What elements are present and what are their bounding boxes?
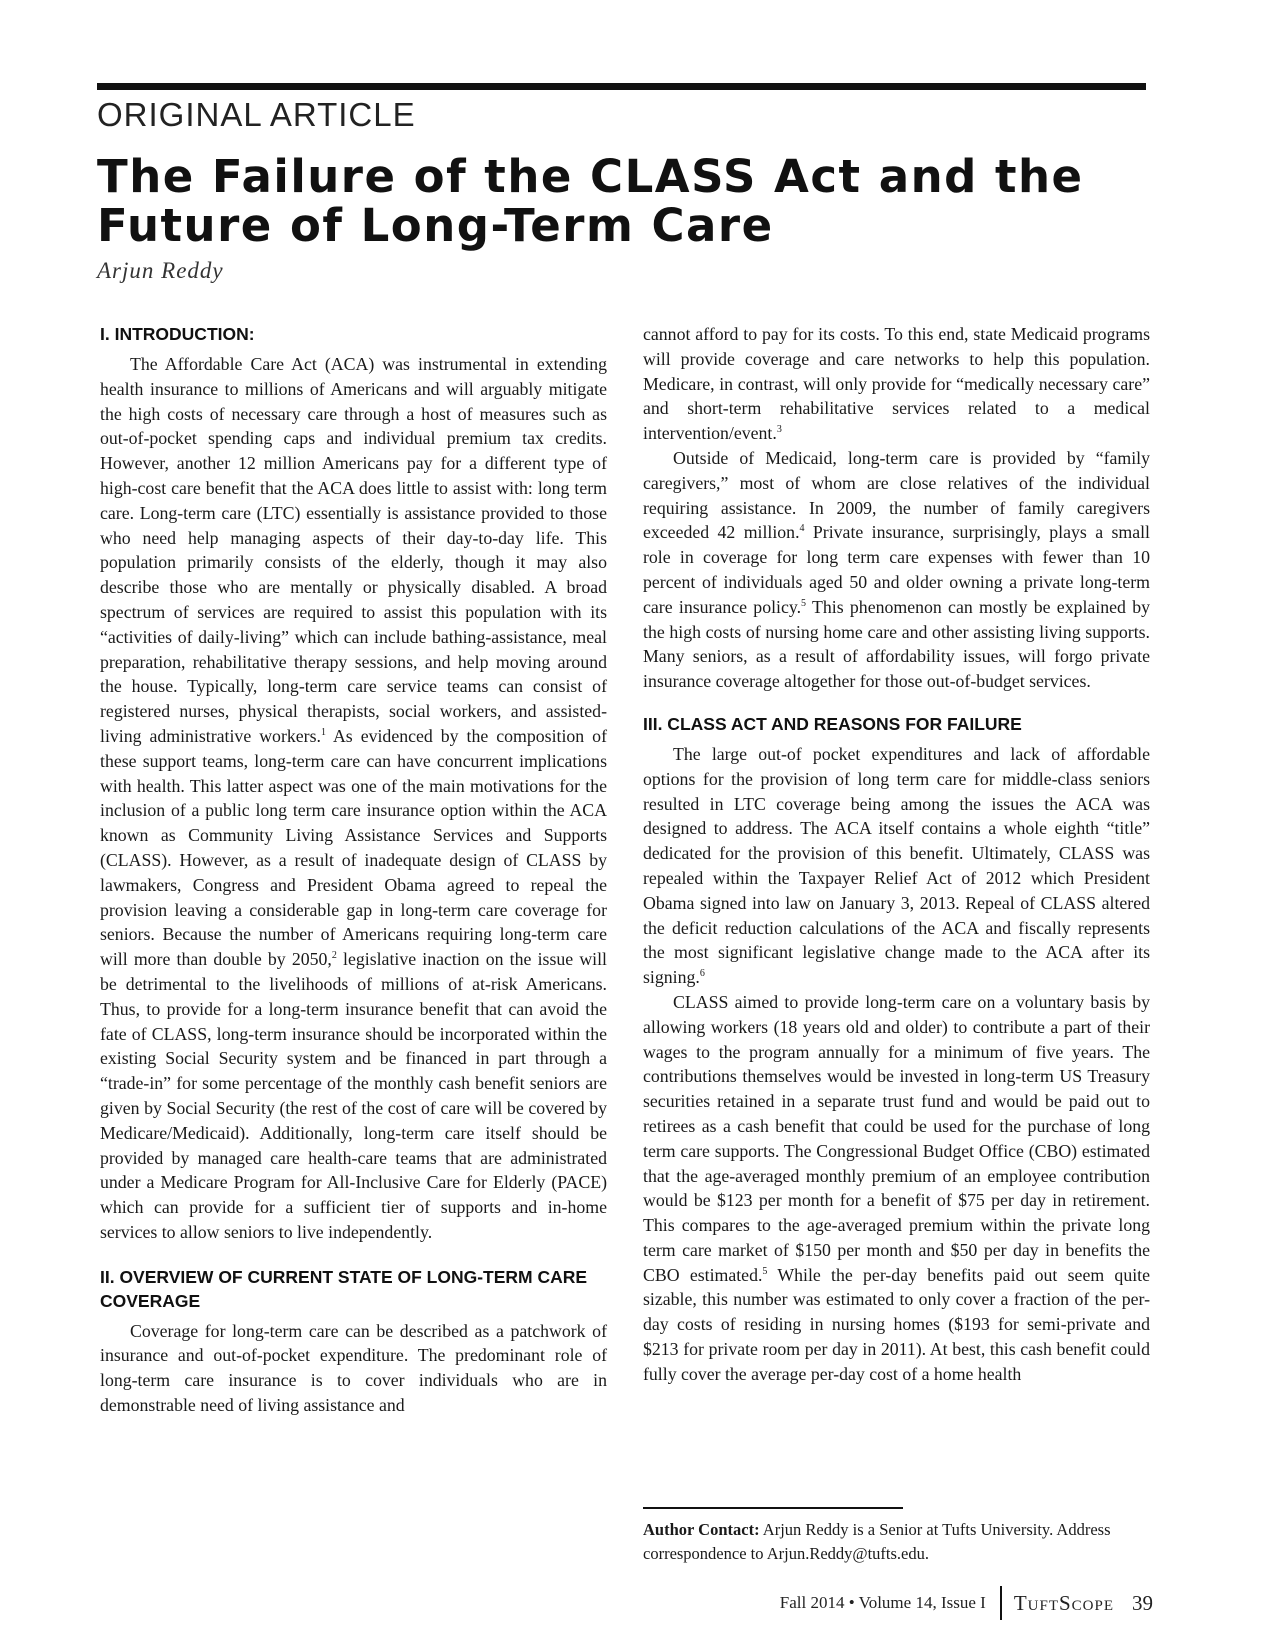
paragraph-class-repeal: [643, 742, 1150, 990]
text-run: The Affordable Care Act (ACA) was instrumental in extending health insurance to millions of Americans and will arguably mitigate the high costs of necessary care through a host of measures such as out-of-pocket spending caps and individual premium tax credits. However, another 12 million Americans pay for a different type of high-cost care benefit that the ACA does little to assist with: long term care. Long-term care (LTC) essentially is assistance provided to those who need help managing aspects of their day-to-day life. This population primarily consists of the elderly, though it may also describe those who are mentally or physically disabled. A broad spectrum of services are required to assist this population with its “activities of daily-living” which can include bathing-assistance, meal preparation, rehabilitative therapy sessions, and help moving around the house. Typically, long-term care service teams can consist of registered nurses, physical therapists, social workers, and assisted-living administrative workers.: [100, 354, 607, 746]
text-run: As evidenced by the composition of these support teams, long-term care can have concurrent implications with health. This latter aspect was one of the main motivations for the inclusion of a public long term care insurance option within the ACA known as Community Living Assistance Services and Supports (CLASS). However, as a result of inadequate design of CLASS by lawmakers, Congress and President Obama agreed to repeal the provision leaving a considerable gap in long-term care coverage for seniors. Because the number of Americans requiring long-term care will more than double by 2050,: [100, 725, 607, 970]
text-run: The large out-of pocket expenditures and lack of affordable options for the provision of long term care for middle-class seniors resulted in LTC coverage being among the issues the ACA was designed to address. The ACA itself contains a whole eighth “title” dedicated for the provision of this benefit. Ultimately, CLASS was repealed within the Taxpayer Relief Act of 2012 which President Obama signed into law on January 3, 2013. Repeal of CLASS altered the deficit reduction calculations of the ACA and fiscally represents the most significant legislative change made to the ACA after its signing.: [643, 743, 1150, 988]
paragraph-class-design: [643, 990, 1150, 1387]
footer-divider: [1000, 1586, 1002, 1620]
journal-name: TuftScope: [1013, 1590, 1114, 1615]
author-contact-label: Author Contact:: [643, 1520, 760, 1539]
page-number: 39: [1132, 1590, 1153, 1615]
article-title: The Failure of the CLASS Act and the Future of Long-Term Care: [97, 150, 1084, 252]
text-run: legislative inaction on the issue will be detrimental to the livelihoods of millions of at-risk Americans. Thus, to provide for a long-term insurance benefit that can avoid the fate of CLASS, long-term insurance should be incorporated within the existing Social Security system and be financed in part through a “trade-in” for some percentage of the monthly cash benefit seniors are given by Social Security (the rest of the cost of care will be covered by Medicare/Medicaid). Additionally, long-term care itself should be provided by managed care health-care teams that are administrated under a Medicare Program for All-Inclusive Care for Elderly (PACE) which can provide for a sufficient tier of supports and in-home services to allow seniors to live independently.: [100, 949, 607, 1242]
text-run: This phenomenon can mostly be explained by the high costs of nursing home care and other assisting living supports. Many seniors, as a result of affordability issues, will forgo private insurance coverage altogether for those out-of-budget services.: [643, 596, 1150, 692]
page-footer: [780, 1586, 1153, 1620]
paragraph-introduction: [100, 352, 607, 1245]
author-note-rule: [643, 1507, 903, 1509]
text-run: cannot afford to pay for its costs. To this end, state Medicaid programs will provide coverage and care networks to help this population. Medicare, in contrast, will only provide for “medically necessary care” and short-term rehabilitative services related to a medical intervention/event.: [643, 324, 1150, 444]
text-run: CLASS aimed to provide long-term care on a voluntary basis by allowing workers (18 years old and older) to contribute a part of their wages to the program annually for a minimum of five years. The contributions themselves would be invested in long-term US Treasury securities retained in a separate trust fund and would be paid out to retirees as a cash benefit that could be used for the purchase of long term care supports. The Congressional Budget Office (CBO) estimated that the age-averaged monthly premium of an employee contribution would be $123 per month for a benefit of $75 per day in retirement. This compares to the age-averaged premium within the private long term care market of $150 per month and $50 per day in benefits the CBO estimated.: [643, 991, 1150, 1285]
article-kicker: ORIGINAL ARTICLE: [97, 96, 416, 133]
footnote-ref: 6: [699, 968, 705, 980]
issue-info: Fall 2014 • Volume 14, Issue I: [779, 1593, 986, 1612]
left-column: [100, 322, 607, 1418]
section-heading-overview: II. OVERVIEW OF CURRENT STATE OF LONG-TERM CARE COVERAGE: [100, 1266, 588, 1311]
author-contact-text: Arjun Reddy is a Senior at Tufts University. Address correspondence to Arjun.Reddy@tufts.edu.: [643, 1520, 1111, 1563]
footnote-ref: 1: [320, 727, 326, 739]
footnote-ref: 5: [762, 1265, 768, 1277]
header-rule: [97, 83, 1146, 90]
text-run: Private insurance, surprisingly, plays a small role in coverage for long term care expenses with fewer than 10 percent of individuals aged 50 and older owning a private long-term care insurance policy.: [643, 522, 1150, 617]
paragraph-medicaid: [643, 322, 1150, 446]
footnote-ref: 4: [799, 523, 805, 535]
article-author: Arjun Reddy: [97, 258, 224, 283]
text-run: While the per-day benefits paid out seem quite sizable, this number was estimated to only cover a fraction of the per-day costs of residing in nursing homes ($193 for semi-private and $213 for private room per day in 2011). At best, this cash benefit could fully cover the average per-day cost of a home health: [643, 1264, 1150, 1384]
text-run: Outside of Medicaid, long-term care is provided by “family caregivers,” most of whom are close relatives of the individual requiring assistance. In 2009, the number of family caregivers exceeded 42 million.: [643, 447, 1150, 543]
section-heading-class-act: III. CLASS ACT AND REASONS FOR FAILURE: [643, 713, 1022, 734]
paragraph-family-caregivers: [643, 446, 1150, 694]
paragraph-overview: Coverage for long-term care can be described as a patchwork of insurance and out-of-pocket expenditure. The predominant role of long-term care insurance is to cover individuals who are in demonstrable need of living assistance and: [100, 1320, 607, 1416]
footnote-ref: 5: [801, 597, 807, 609]
footnote-ref: 3: [776, 424, 782, 436]
section-heading-introduction: I. INTRODUCTION:: [100, 324, 255, 344]
author-contact-note: [643, 1518, 1150, 1566]
right-column: [643, 322, 1150, 1387]
footnote-ref: 2: [331, 950, 337, 962]
